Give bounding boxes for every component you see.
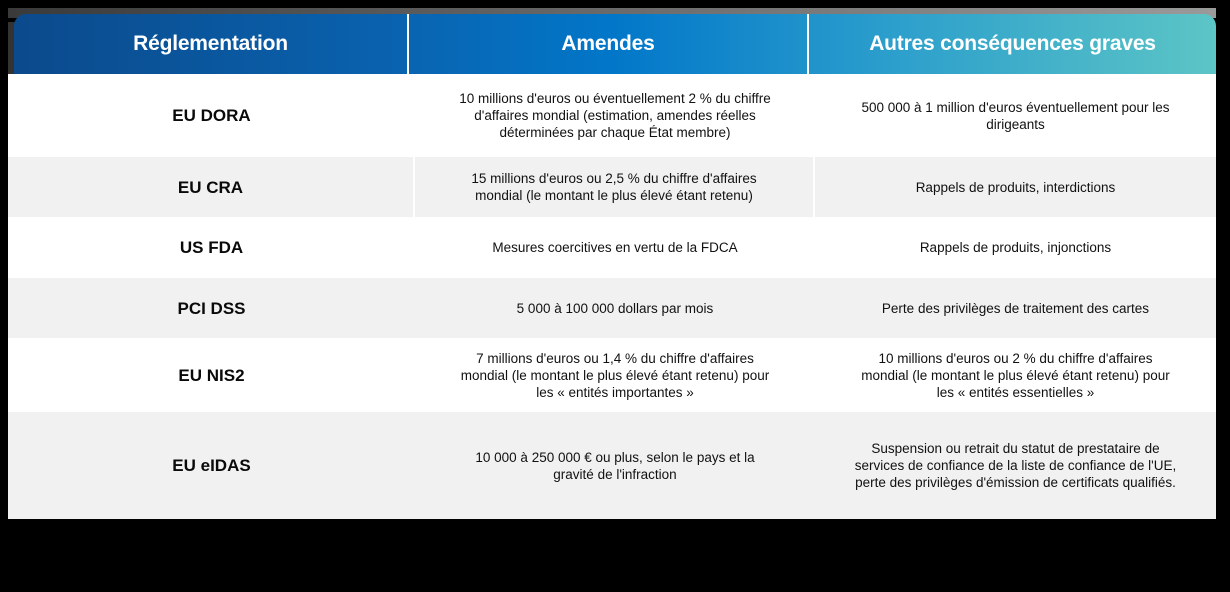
header-fines: Amendes (409, 14, 809, 74)
fines-cell (415, 157, 815, 217)
regulation-cell: PCI DSS (177, 298, 246, 318)
header-regulation: Réglementation (14, 14, 409, 74)
regulation-cell: US FDA (179, 238, 244, 257)
other-text: 500 000 à 1 million d'euros éventuellement pour les dirigeants (861, 99, 1170, 132)
regulations-table (8, 14, 1216, 519)
other-cell (815, 217, 1216, 278)
fines-cell (415, 278, 815, 338)
other-text: Perte des privilèges de traitement des cartes (881, 300, 1150, 316)
fines-cell (415, 217, 815, 278)
table-row (8, 278, 1216, 338)
fines-cell (415, 74, 815, 157)
other-text: Rappels de produits, injonctions (919, 240, 1112, 255)
other-text: Suspension ou retrait du statut de prestataire de services de confiance de la liste de confiance de l'UE, perte des privilèges d'émission de certificats qualifiés. (854, 441, 1177, 490)
other-text: 10 millions d'euros ou 2 % du chiffre d'affaires mondial (le montant le plus élevé étant retenu) pour les « entités essentielles » (861, 350, 1170, 400)
other-cell (815, 278, 1216, 338)
fines-text: 5 000 à 100 000 dollars par mois (516, 300, 714, 316)
regulation-cell: EU NIS2 (178, 365, 245, 385)
table-row (8, 74, 1216, 157)
table-header (14, 14, 1216, 74)
fines-text: 10 millions d'euros ou éventuellement 2 % du chiffre d'affaires mondial (estimation, amendes réelles déterminées par chaque État membre) (459, 91, 771, 140)
regulation-cell: EU DORA (172, 106, 251, 125)
fines-text: 7 millions d'euros ou 1,4 % du chiffre d'affaires mondial (le montant le plus élevé étant retenu) pour les « entités importantes » (460, 350, 770, 400)
other-cell (815, 412, 1216, 519)
header-other-consequences: Autres conséquences graves (869, 32, 1156, 55)
other-cell (815, 157, 1216, 217)
fines-cell (415, 338, 815, 412)
fines-text: 15 millions d'euros ou 2,5 % du chiffre d'affaires mondial (le montant le plus élevé étant retenu) (471, 171, 757, 203)
fines-cell (415, 412, 815, 519)
other-cell (815, 74, 1216, 157)
regulation-cell: EU eIDAS (172, 456, 251, 475)
fines-text: Mesures coercitives en vertu de la FDCA (492, 240, 738, 255)
other-cell (815, 338, 1216, 412)
table-row (8, 412, 1216, 519)
table-row (8, 338, 1216, 412)
regulation-cell: EU CRA (8, 157, 415, 217)
other-text: Rappels de produits, interdictions (915, 179, 1116, 195)
fines-text: 10 000 à 250 000 € ou plus, selon le pays et la gravité de l'infraction (475, 449, 755, 482)
table-row (8, 217, 1216, 278)
table-row (8, 157, 1216, 217)
